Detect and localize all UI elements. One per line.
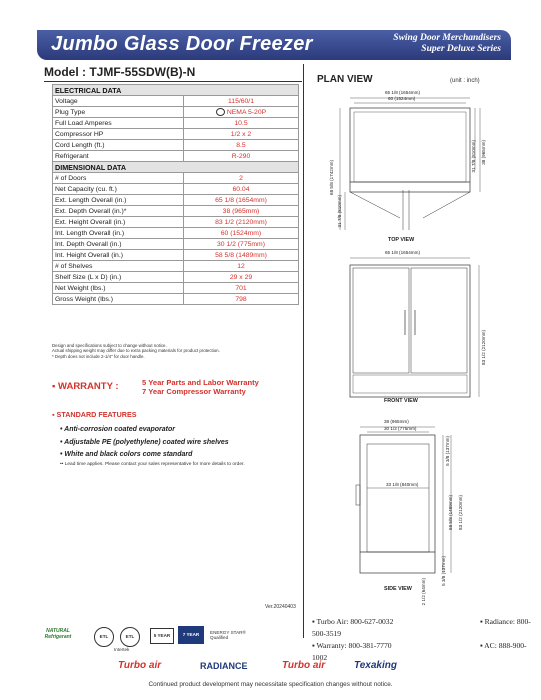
- dim-side-top: 5 3/8 (137mm): [445, 436, 450, 466]
- column-divider: [303, 64, 304, 638]
- dim-top-width-ext: 65 1/8 (1654mm): [385, 90, 420, 95]
- texaking-logo: Texaking: [354, 660, 397, 671]
- dim-side-int-height: 58 5/8 (1489mm): [448, 495, 453, 530]
- model-divider: [44, 81, 302, 82]
- front-view-label: FRONT VIEW: [384, 398, 418, 404]
- features-list: [60, 423, 229, 462]
- spec-row: Voltage 115/60/1: [53, 96, 299, 107]
- spec-row: Int. Length Overall (in.) 60 (1524mm): [53, 228, 299, 239]
- standard-features-title: ▪ STANDARD FEATURES: [52, 410, 137, 419]
- spec-row: Int. Height Overall (in.) 58 5/8 (1489mm): [53, 250, 299, 261]
- model-number: TJMF-55SDW(B)-N: [89, 65, 196, 79]
- note-line: * Depth does not include 2-1/4" for door handle.: [52, 353, 145, 359]
- dim-side-height: 83 1/2 (2120mm): [458, 495, 463, 530]
- spec-row: Ext. Height Overall (in.) 83 1/2 (2120mm): [53, 217, 299, 228]
- dim-front-height: 83 1/2 (2120mm): [481, 330, 486, 365]
- lead-time-note: •• Lead time applies. Please contact your sales representative for more details to order.: [60, 462, 245, 467]
- turbo-air-logo: Turbo air: [118, 660, 162, 671]
- model-prefix: Model :: [44, 65, 90, 79]
- list-item: • Adjustable PE (polyethylene) coated wire shelves: [60, 438, 229, 446]
- note-line: Actual shipping weight may differ due to extra packing materials for product protection.: [52, 348, 220, 354]
- warranty-line-1: 5 Year Parts and Labor Warranty: [142, 378, 259, 387]
- spec-row: Int. Depth Overall (in.) 30 1/2 (775mm): [53, 239, 299, 250]
- warranty-text: [142, 378, 259, 396]
- radiance-logo: RADIANCE: [200, 661, 248, 671]
- dim-side-depth-int: 30 1/2 (775mm): [384, 426, 417, 431]
- etl-sanitation-logo: ETL: [120, 627, 140, 647]
- dimensional-header: DIMENSIONAL DATA: [53, 162, 299, 173]
- plug-icon: [216, 108, 225, 116]
- dim-side-base: 5 3/8 (137mm): [441, 556, 446, 586]
- top-view-label: TOP VIEW: [388, 237, 415, 243]
- subtitle-line-2: Super Deluxe Series: [421, 44, 501, 54]
- spec-row: # of Doors 2: [53, 173, 299, 184]
- warranty-label: ▪ WARRANTY :: [52, 381, 119, 392]
- note-line: Design and specifications subject to change without notice.: [52, 343, 167, 348]
- certification-logos: [38, 622, 300, 654]
- dim-front-width: 65 1/8 (1654mm): [385, 250, 420, 255]
- page-title: Jumbo Glass Door Freezer: [51, 33, 313, 55]
- footer-note: Continued product development may necessitate specification changes without notice.: [148, 681, 393, 688]
- plan-view-title: PLAN VIEW: [317, 74, 373, 85]
- contact-info: [312, 616, 541, 664]
- front-view-outline: [350, 265, 470, 397]
- dim-top-depth-2: 38 (965mm): [481, 140, 486, 165]
- five-year-badge: 5 YEAR: [150, 628, 174, 644]
- dim-side-leg: 2 1/2 (64mm): [421, 578, 426, 606]
- etl-logo: ETL: [94, 627, 114, 647]
- spec-row: Refrigerant R-290: [53, 151, 299, 162]
- brand-logos: [118, 660, 438, 676]
- spec-row: Net Capacity (cu. ft.) 60.04: [53, 184, 299, 195]
- energy-star-label: ENERGY STAR® Qualified: [210, 630, 246, 640]
- side-view-label: SIDE VIEW: [384, 586, 412, 592]
- model-heading: [44, 64, 195, 79]
- spec-row: Cord Length (ft.) 8.5: [53, 140, 299, 151]
- spec-row: Plug Type NEMA 5-20P: [53, 107, 299, 118]
- title-banner: [37, 30, 511, 60]
- dim-top-left: 31 7/8 (810mm): [337, 195, 342, 228]
- dim-side-depth-ext: 38 (965mm): [384, 419, 409, 424]
- warranty-line-2: 7 Year Compressor Warranty: [142, 387, 246, 396]
- spec-row: # of Shelves 12: [53, 261, 299, 272]
- spec-row: Gross Weight (lbs.) 798: [53, 294, 299, 305]
- contact-ac: ▪ AC: 888-900-1002: [312, 641, 527, 662]
- natural-refrigerant-logo: NATURAL Refrigerant: [44, 628, 72, 640]
- spec-row: Ext. Length Overall (in.) 65 1/8 (1654mm): [53, 195, 299, 206]
- subtitle-line-1: Swing Door Merchandisers: [393, 33, 501, 43]
- turbo-air-logo-2: Turbo air: [282, 660, 326, 671]
- dim-side-shelf: 33 1/8 (840mm): [386, 482, 419, 487]
- intertek-label: Intertek: [114, 647, 130, 652]
- spec-row: Ext. Depth Overall (in.)* 38 (965mm): [53, 206, 299, 217]
- top-view-outline: [350, 108, 470, 192]
- dim-top-depth-1: 31 7/8 (810mm): [471, 140, 476, 173]
- contact-warranty: ▪ Warranty: 800-381-7770: [312, 641, 392, 650]
- spec-row: Full Load Amperes 10.5: [53, 118, 299, 129]
- version-label: Ver.20240403: [265, 604, 296, 610]
- electrical-header: ELECTRICAL DATA: [53, 85, 299, 96]
- list-item: • Anti-corrosion coated evaporator: [60, 426, 175, 433]
- spec-table: [52, 84, 299, 305]
- unit-label: (unit : inch): [450, 78, 480, 84]
- spec-row: Shelf Size (L x D) (in.) 29 x 29: [53, 272, 299, 283]
- spec-row: Compressor HP 1/2 x 2: [53, 129, 299, 140]
- list-item: • White and black colors come standard: [60, 451, 193, 458]
- spec-row: Net Weight (lbs.) 701: [53, 283, 299, 294]
- spec-notes: [52, 343, 220, 359]
- dim-top-width-int: 60 (1524mm): [388, 96, 416, 101]
- seven-year-badge: 7 YEAR: [178, 626, 204, 644]
- dim-top-open-depth: 68 5/8 (1742mm): [329, 160, 334, 195]
- contact-turbo-air: ▪ Turbo Air: 800-627-0032: [312, 617, 394, 626]
- contact-radiance: ▪ Radiance: 800-500-3519: [312, 617, 531, 638]
- series-subtitle: [393, 33, 501, 55]
